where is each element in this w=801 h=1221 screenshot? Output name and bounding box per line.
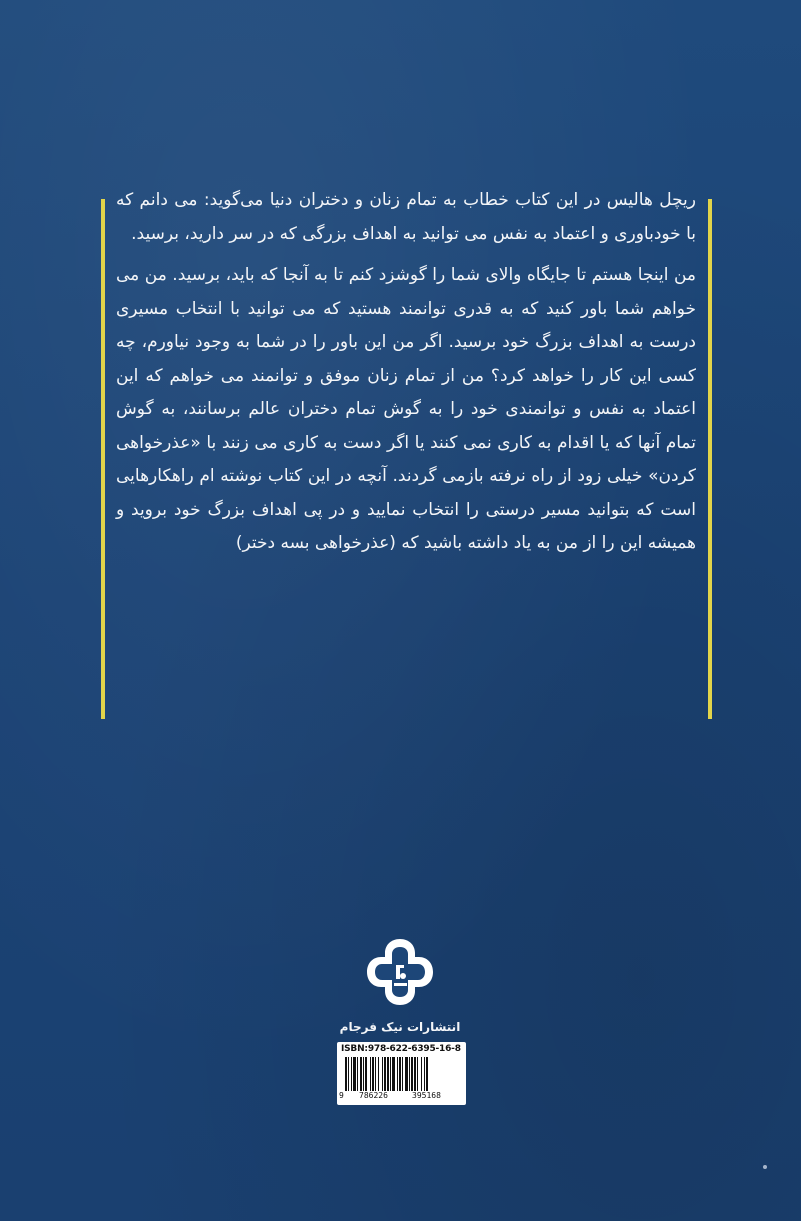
blurb-paragraph-1: ریچل هالیس در این کتاب خطاب به تمام زنان و دختران دنیا می‌گوید: می دانم که با خودباوری و اعتماد به نفس می توانید به اهداف بزرگی که در سر دارید، برسید. (116, 190, 696, 244)
isbn-barcode-label (337, 1042, 466, 1105)
left-accent-bar (101, 199, 105, 719)
blurb-paragraph-2: من اینجا هستم تا جایگاه والای شما را گوشزد کنم تا به آنجا که باید، برسید. من می خواهم شما باور کنید که به قدری توانمند هستید که می توانید با انتخاب مسیری درست به اهداف بزرگ خود برسید. اگر من این باور را در شما به وجود نیاورم، چه کسی این کار را خواهد کرد؟ من از تمام زنان موفق و توانمند می خواهم که این اعتماد به نفس و توانمندی خود را به گوش تمام دختران عالم برسانند، به گوش تمام آنها که یا اقدام به کاری نمی کنند یا اگر دست به کاری می زنند با «عذرخواهی کردن» خیلی زود از راه نرفته بازمی گردند. آنچه در این کتاب نوشته ام راهکارهایی است که بتوانید مسیر درستی را انتخاب نمایید و در پی اهداف بزرگ خود بروید و همیشه این را از من به یاد داشته باشید که (عذرخواهی بسه دختر) (116, 265, 696, 553)
back-cover-blurb (116, 184, 696, 569)
barcode-digits-right: 395168 (412, 1091, 441, 1100)
publisher-name: انتشارات نیک فرجام (339, 1020, 461, 1034)
barcode-digit-first: 9 (339, 1091, 344, 1100)
right-accent-bar (708, 199, 712, 719)
barcode-digits-left: 786226 (359, 1091, 388, 1100)
surface-speck (763, 1165, 767, 1169)
isbn-number: ISBN:978-622-6395-16-8 (341, 1044, 461, 1054)
barcode (345, 1057, 460, 1091)
nik-farjam-logo-icon (365, 935, 435, 1015)
